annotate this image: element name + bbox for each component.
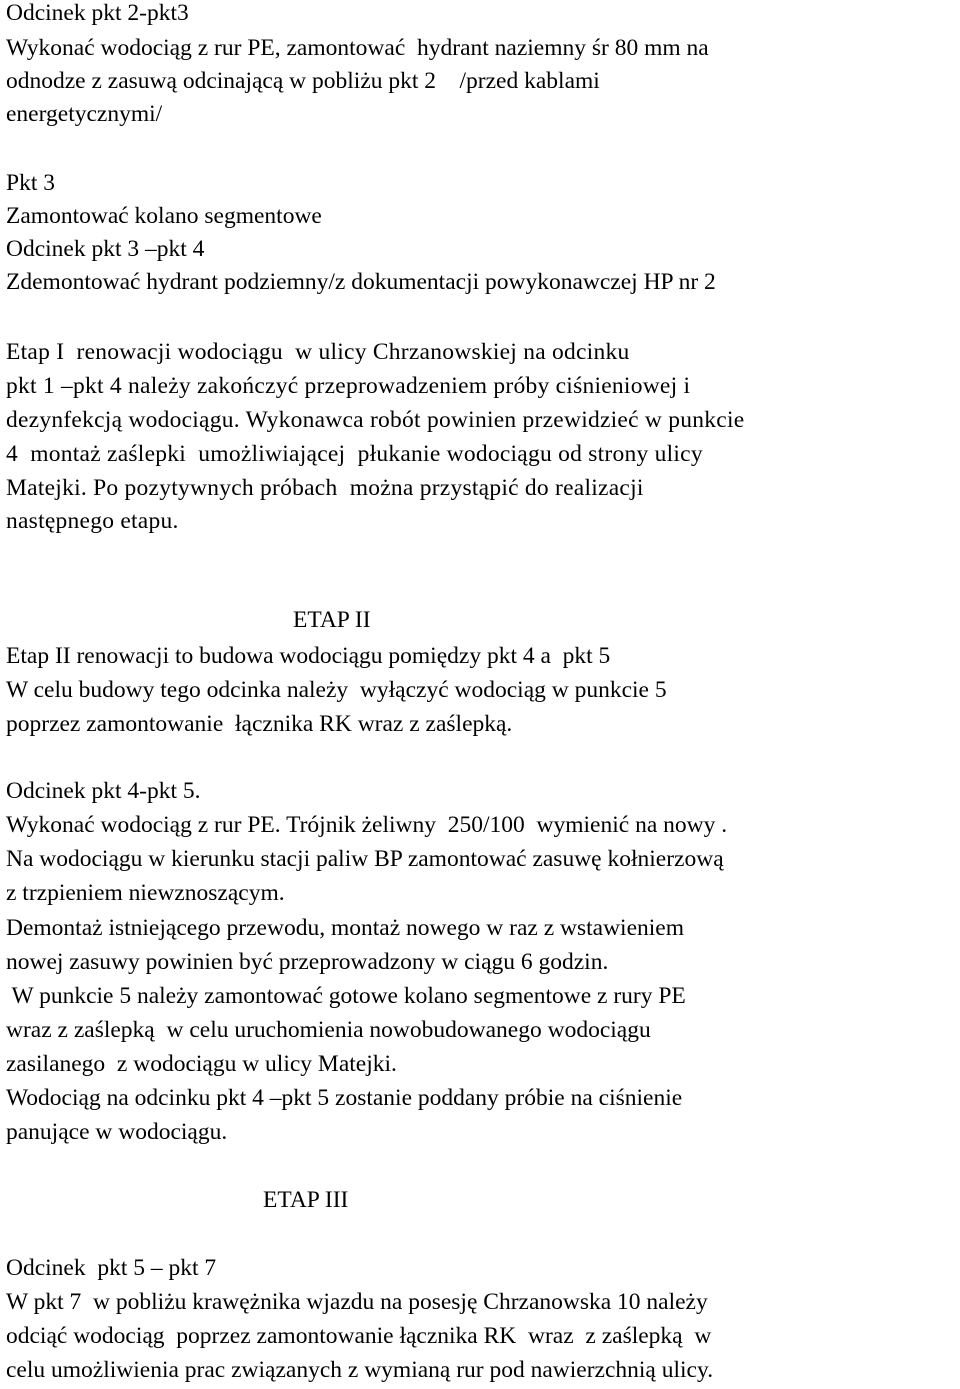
text-line: Matejki. Po pozytywnych próbach można przystąpić do realizacji	[6, 475, 644, 501]
text-line: W pkt 7 w pobliżu krawężnika wjazdu na posesję Chrzanowska 10 należy	[6, 1289, 708, 1315]
text-line: Odcinek pkt 2-pkt3	[6, 0, 189, 26]
text-line: W punkcie 5 należy zamontować gotowe kolano segmentowe z rury PE	[6, 983, 686, 1009]
text-line: Na wodociągu w kierunku stacji paliw BP zamontować zasuwę kołnierzową	[6, 846, 724, 872]
text-line: Wykonać wodociąg z rur PE. Trójnik żeliwny 250/100 wymienić na nowy .	[6, 812, 728, 838]
text-line: z trzpieniem niewznoszącym.	[6, 880, 285, 906]
text-line: Pkt 3	[6, 170, 55, 196]
text-line: W celu budowy tego odcinka należy wyłączyć wodociąg w punkcie 5	[6, 677, 667, 703]
text-line: zasilanego z wodociągu w ulicy Matejki.	[6, 1051, 397, 1077]
text-line: celu umożliwienia prac związanych z wymianą rur pod nawierzchnią ulicy.	[6, 1357, 714, 1383]
text-line: Wykonać wodociąg z rur PE, zamontować hydrant naziemny śr 80 mm na	[6, 35, 709, 61]
text-line: wraz z zaślepką w celu uruchomienia nowobudowanego wodociągu	[6, 1017, 651, 1043]
text-line: Etap I renowacji wodociągu w ulicy Chrzanowskiej na odcinku	[6, 339, 630, 365]
text-line: Zdemontować hydrant podziemny/z dokumentacji powykonawczej HP nr 2	[6, 269, 716, 295]
section-heading-etap-3: ETAP III	[263, 1187, 349, 1213]
text-line: odciąć wodociąg poprzez zamontowanie łącznika RK wraz z zaślepką w	[6, 1323, 712, 1349]
text-line: Odcinek pkt 4-pkt 5.	[6, 778, 201, 804]
text-line: następnego etapu.	[6, 508, 179, 534]
text-line: 4 montaż zaślepki umożliwiającej płukanie wodociągu od strony ulicy	[6, 441, 703, 467]
section-heading-etap-2: ETAP II	[293, 607, 371, 633]
text-line: odnodze z zasuwą odcinającą w pobliżu pkt 2 /przed kablami	[6, 68, 600, 94]
text-line: Odcinek pkt 3 –pkt 4	[6, 236, 205, 262]
text-line: nowej zasuwy powinien być przeprowadzony w ciągu 6 godzin.	[6, 949, 609, 975]
text-line: energetycznymi/	[6, 101, 163, 127]
text-line: panujące w wodociągu.	[6, 1119, 228, 1145]
text-line: Etap II renowacji to budowa wodociągu pomiędzy pkt 4 a pkt 5	[6, 643, 611, 669]
text-line: poprzez zamontowanie łącznika RK wraz z zaślepką.	[6, 711, 513, 737]
text-line: Wodociąg na odcinku pkt 4 –pkt 5 zostanie poddany próbie na ciśnienie	[6, 1085, 683, 1111]
text-line: Odcinek pkt 5 – pkt 7	[6, 1255, 217, 1281]
text-line: Zamontować kolano segmentowe	[6, 203, 322, 229]
text-line: Demontaż istniejącego przewodu, montaż nowego w raz z wstawieniem	[6, 915, 684, 941]
text-line: pkt 1 –pkt 4 należy zakończyć przeprowadzeniem próby ciśnieniowej i	[6, 373, 691, 399]
text-line: dezynfekcją wodociągu. Wykonawca robót powinien przewidzieć w punkcie	[6, 407, 745, 433]
